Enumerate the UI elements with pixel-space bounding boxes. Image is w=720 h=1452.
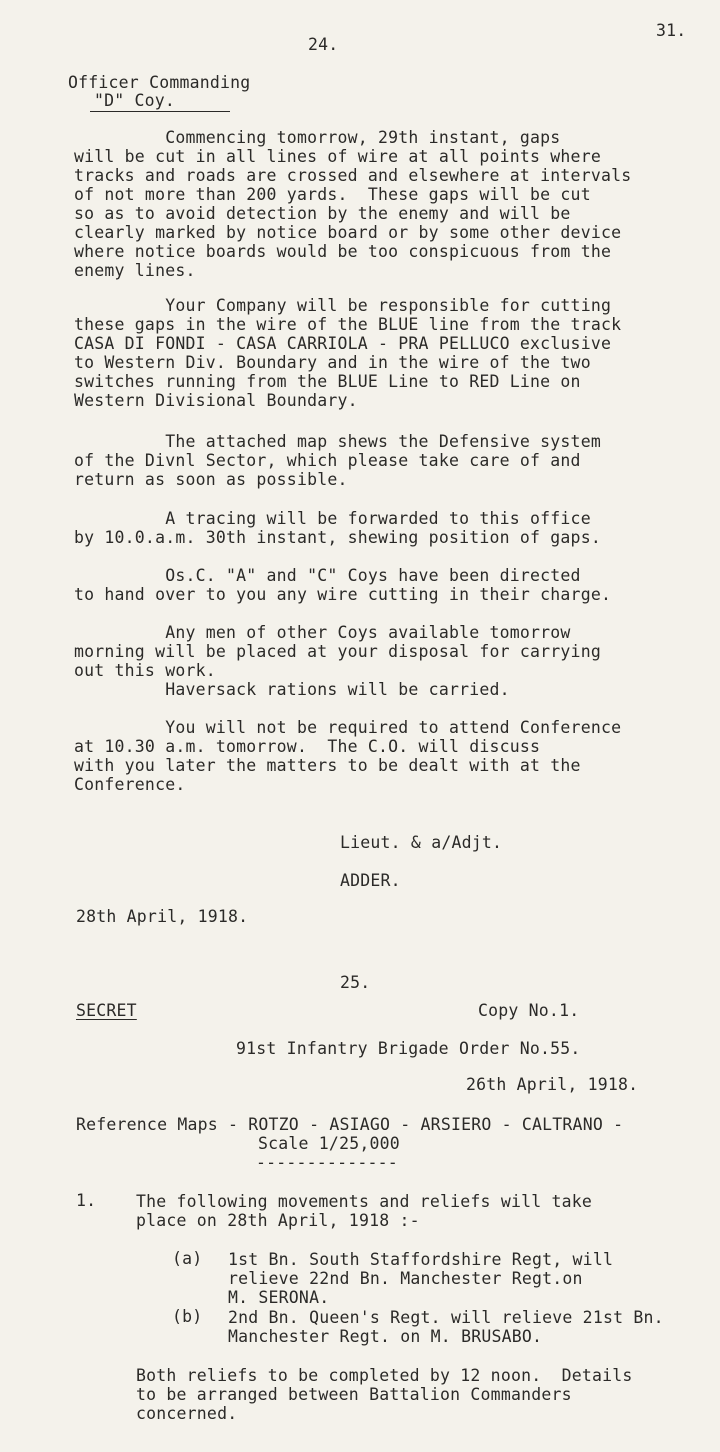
addressee-underline: [90, 111, 230, 112]
reference-scale-line: Scale 1/25,000: [258, 1134, 400, 1153]
sub-item-b-text: 2nd Bn. Queen's Regt. will relieve 21st Bn. Manchester Regt. on M. BRUSABO.: [228, 1308, 664, 1346]
classification-secret: SECRET: [76, 1001, 137, 1020]
corner-page-number: 31.: [656, 21, 687, 40]
paragraph-conference: You will not be required to attend Conference at 10.30 a.m. tomorrow. The C.O. will discuss with you later the matters to be dealt with at the Conference.: [74, 718, 622, 794]
paragraph-men-available: Any men of other Coys available tomorrow morning will be placed at your disposal for carrying out this work. Haversack rations will be carried.: [74, 623, 601, 699]
addressee-line-2: "D" Coy.: [94, 91, 176, 110]
sub-item-b-label: (b): [172, 1307, 203, 1326]
section-24-date: 28th April, 1918.: [76, 907, 249, 926]
sub-item-a-label: (a): [172, 1249, 203, 1268]
addressee-line-1: Officer Commanding: [68, 73, 251, 92]
order-title: 91st Infantry Brigade Order No.55.: [236, 1039, 581, 1058]
paragraph-company-responsibility: Your Company will be responsible for cutting these gaps in the wire of the BLUE line from the track CASA DI FONDI - CASA CARRIOLA - PRA PELLUCO exclusive to Western Div. Boundary and in the wire of the two switches running from the BLUE Line to RED Line on Western Divisional Boundary.: [74, 296, 622, 410]
order-date: 26th April, 1918.: [466, 1075, 639, 1094]
section-24-number: 24.: [308, 35, 339, 54]
signature-unit: ADDER.: [340, 871, 401, 890]
copy-number: Copy No.1.: [478, 1001, 580, 1020]
paragraph-attached-map: The attached map shews the Defensive system of the Divnl Sector, which please take care of and return as soon as possible.: [74, 432, 601, 489]
item-1-text: The following movements and reliefs will take place on 28th April, 1918 :-: [136, 1192, 593, 1230]
item-1-number: 1.: [76, 1191, 97, 1210]
paragraph-coys-handover: Os.C. "A" and "C" Coys have been directed to hand over to you any wire cutting in their charge.: [74, 566, 612, 604]
closing-reliefs-text: Both reliefs to be completed by 12 noon. Details to be arranged between Battalion Commanders concerned.: [136, 1366, 633, 1423]
section-25-number: 25.: [340, 973, 371, 992]
signature-rank: Lieut. & a/Adjt.: [340, 833, 503, 852]
reference-dashed-rule: --------------: [256, 1153, 398, 1172]
sub-item-a-text: 1st Bn. South Staffordshire Regt, will relieve 22nd Bn. Manchester Regt.on M. SERONA.: [228, 1250, 614, 1307]
reference-maps-line: Reference Maps - ROTZO - ASIAGO - ARSIERO - CALTRANO -: [76, 1115, 624, 1134]
paragraph-tracing: A tracing will be forwarded to this office by 10.0.a.m. 30th instant, shewing position of gaps.: [74, 509, 601, 547]
paragraph-wire-gaps: Commencing tomorrow, 29th instant, gaps will be cut in all lines of wire at all points where tracks and roads are crossed and elsewhere at intervals of not more than 200 yards. These gaps will be cut so as to avoid detection by the enemy and will be clearly marked by notice board or by some other device where notice boards would be too conspicuous from the enemy lines.: [74, 128, 632, 280]
